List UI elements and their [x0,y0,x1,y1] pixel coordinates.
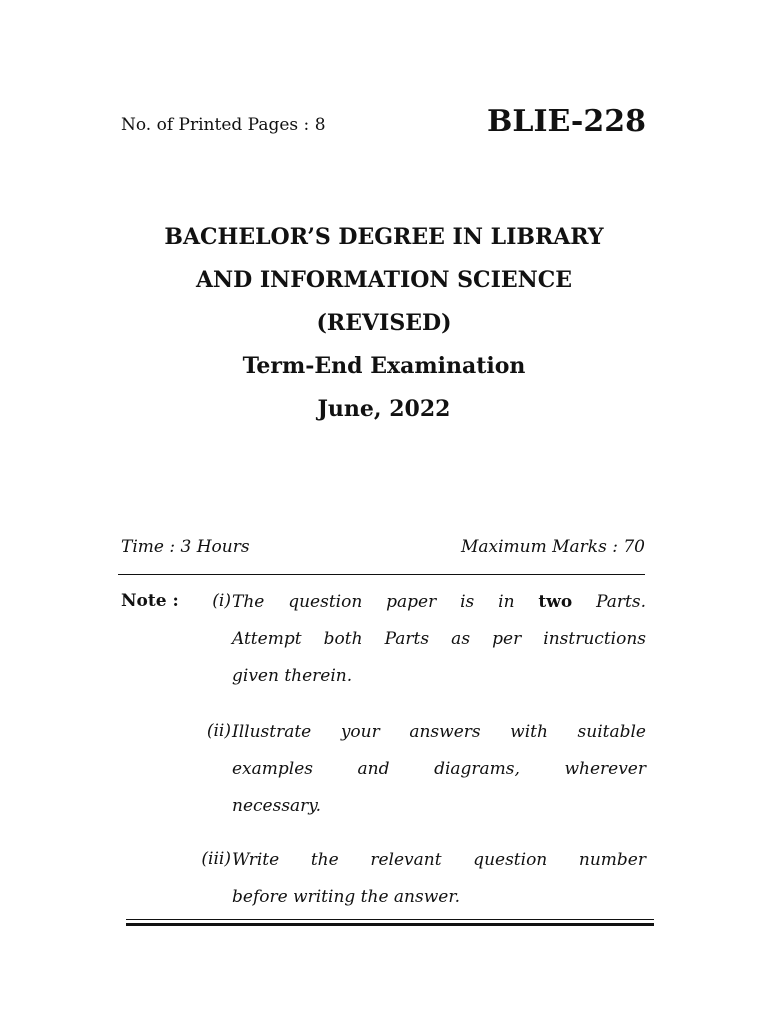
title-line-4: Term-End Examination [242,353,526,379]
exam-title [100,216,668,431]
note-item [232,842,646,916]
note-word: Note [121,591,167,611]
note-item-number-text: (ii) [206,721,231,741]
note-item-line: given therein. [232,666,353,686]
divider-top [118,574,645,575]
course-code: BLIE-228 [487,104,646,139]
note-item [232,714,646,825]
note-item-line: before writing the answer. [232,887,461,907]
note-item [232,584,646,695]
exam-time: Time : 3 Hours [121,537,250,557]
note-item-number [180,721,231,741]
title-line-1: BACHELOR’S DEGREE IN LIBRARY [164,224,604,250]
divider-bottom-thick [126,923,654,926]
note-item-number [180,849,231,869]
note-item-number [191,591,231,611]
note-item-line: examples and diagrams, wherever [232,759,646,779]
note-item-emphasis: two [538,592,573,612]
divider-bottom-thin [126,919,654,920]
note-item-text: The question paper is in [232,592,515,612]
title-line-2: AND INFORMATION SCIENCE [195,267,573,293]
note-item-number-text: (iii) [201,849,231,869]
note-item-line: Write the relevant question number [232,850,646,870]
note-item-line: Attempt both Parts as per instructions [232,629,646,649]
maximum-marks: Maximum Marks : 70 [460,537,645,557]
note-item-text: Parts. [596,592,647,612]
note-colon: : [166,591,179,611]
note-label [121,591,179,611]
title-line-5: June, 2022 [317,396,451,422]
printed-pages-count: No. of Printed Pages : 8 [121,115,326,135]
note-item-line: Illustrate your answers with suitable [232,722,646,742]
note-item-line: necessary. [232,796,322,816]
note-item-line [232,584,646,621]
note-item-number-text: (i) [212,591,231,611]
title-line-3: (REVISED) [316,310,452,336]
